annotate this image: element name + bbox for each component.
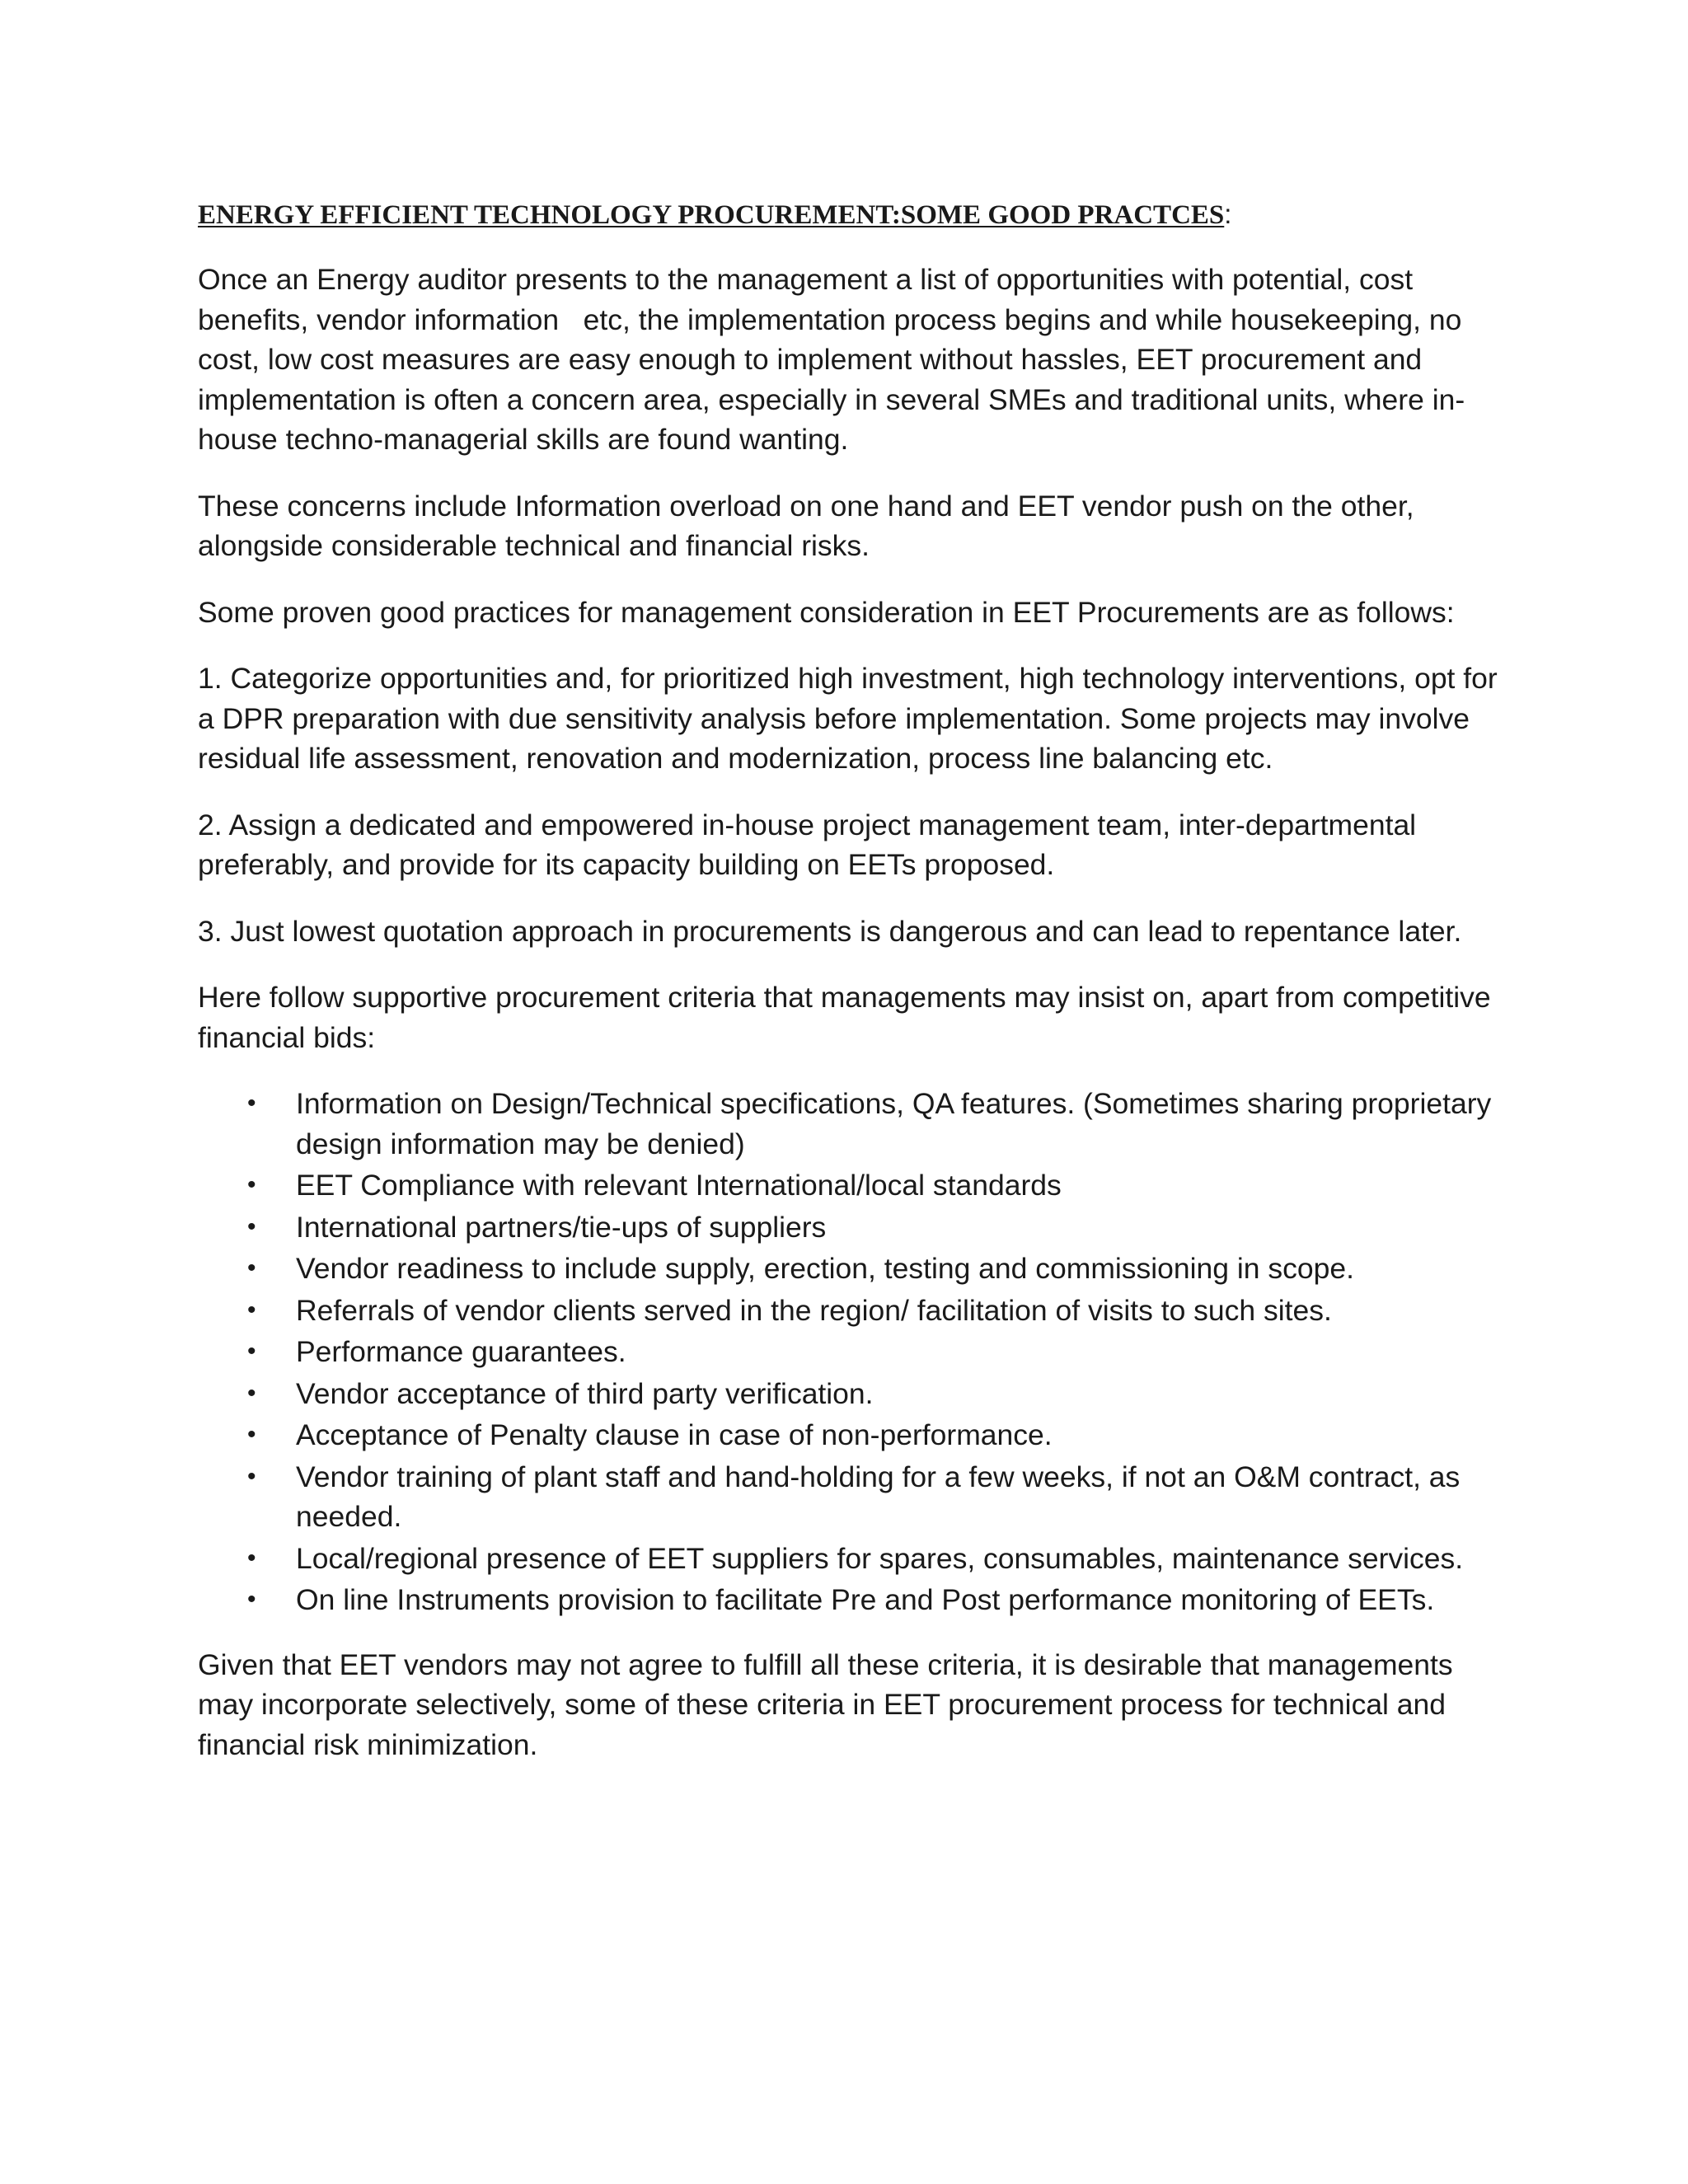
list-item-text: Performance guarantees. — [296, 1335, 626, 1368]
list-item-text: Local/regional presence of EET suppliers for spares, consumables, maintenance services. — [296, 1541, 1464, 1575]
list-item — [198, 1084, 1500, 1164]
document-title — [198, 196, 1500, 233]
list-item — [198, 1291, 1500, 1331]
list-item — [198, 1580, 1500, 1620]
bullet-icon: • — [247, 1586, 256, 1613]
list-item — [198, 1332, 1500, 1372]
bullet-icon: • — [247, 1421, 256, 1448]
list-item-text: International partners/tie-ups of suppliers — [296, 1210, 827, 1244]
bullet-icon: • — [247, 1379, 256, 1407]
paragraph-concerns: These concerns include Information overload on one hand and EET vendor push on the other, alongside considerable technical and financial risks. — [198, 489, 1414, 562]
paragraph-practice-3: 3. Just lowest quotation approach in procurements is dangerous and can lead to repentance later. — [198, 914, 1462, 948]
list-item-text: Information on Design/Technical specifications, QA features. (Sometimes sharing proprietary design information may be denied) — [296, 1087, 1492, 1160]
list-item-text: Vendor readiness to include supply, erection, testing and commissioning in scope. — [296, 1252, 1354, 1285]
list-item — [198, 1165, 1500, 1206]
paragraph-conclusion: Given that EET vendors may not agree to fulfill all these criteria, it is desirable that managements may incorporate selectively, some of these criteria in EET procurement process for technical and financial risk minimization. — [198, 1647, 1453, 1761]
list-item-text: Referrals of vendor clients served in the region/ facilitation of visits to such sites. — [296, 1293, 1332, 1327]
bullet-icon: • — [247, 1462, 256, 1490]
document-page — [198, 196, 1500, 1791]
list-item-text: On line Instruments provision to facilitate Pre and Post performance monitoring of EETs. — [296, 1583, 1435, 1616]
list-item — [198, 1249, 1500, 1289]
bullet-icon: • — [247, 1544, 256, 1572]
bullet-icon: • — [247, 1090, 256, 1117]
bullet-icon: • — [247, 1338, 256, 1365]
list-item — [198, 1415, 1500, 1455]
list-item — [198, 1374, 1500, 1414]
paragraph-good-practices: Some proven good practices for management consideration in EET Procurements are as follows: — [198, 595, 1455, 629]
paragraph-practice-2: 2. Assign a dedicated and empowered in-house project management team, inter-departmental preferably, and provide for its capacity building on EETs proposed. — [198, 808, 1417, 881]
list-item — [198, 1457, 1500, 1537]
list-item — [198, 1207, 1500, 1248]
list-item-text: Vendor training of plant staff and hand-holding for a few weeks, if not an O&M contract, as needed. — [296, 1460, 1461, 1533]
list-item-text: Vendor acceptance of third party verification. — [296, 1376, 874, 1410]
paragraph-intro: Once an Energy auditor presents to the management a list of opportunities with potential, cost benefits, vendor information etc, the implementation process begins and while housekeeping, no cost, low cost measures are easy enough to implement without hassles, EET procurement and implementation is often a concern area, especially in several SMEs and traditional units, where in- house techno-managerial skills are found wanting. — [198, 263, 1474, 456]
paragraph-practice-1: 1. Categorize opportunities and, for prioritized high investment, high technology interventions, opt for a DPR preparation with due sensitivity analysis before implementation. Some projects may involve residual life assessment, renovation and modernization, process line balancing etc. — [198, 662, 1498, 775]
list-item-text: EET Compliance with relevant International/local standards — [296, 1169, 1062, 1202]
criteria-list — [198, 1084, 1500, 1620]
list-item — [198, 1539, 1500, 1579]
document-title-text: ENERGY EFFICIENT TECHNOLOGY PROCUREMENT:SOME GOOD PRACTCES — [198, 200, 1225, 230]
list-item-text: Acceptance of Penalty clause in case of non-performance. — [296, 1418, 1053, 1451]
bullet-icon: • — [247, 1254, 256, 1282]
bullet-icon: • — [247, 1212, 256, 1240]
paragraph-criteria-intro: Here follow supportive procurement criteria that managements may insist on, apart from competitive financial bids: — [198, 981, 1491, 1054]
document-title-colon: : — [1224, 199, 1232, 229]
bullet-icon: • — [247, 1171, 256, 1198]
bullet-icon: • — [247, 1296, 256, 1324]
